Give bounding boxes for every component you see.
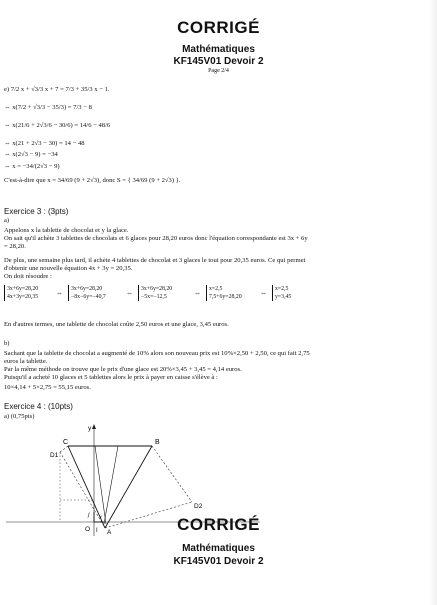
dashed-line (152, 446, 192, 502)
equation: y=3,45 (275, 294, 292, 300)
equation: 7,5+6y=28,20 (209, 294, 242, 300)
exercise-3-heading: Exercice 3 : (3pts) (4, 207, 69, 216)
label-d2: D2 (194, 503, 203, 510)
segment-inner (95, 446, 106, 524)
exercise-3-part-a: a) (4, 217, 10, 224)
label-i: I (96, 528, 98, 534)
equation-line: 7/2 x + √3/3 x + 7 = 7/3 + 35/3 x − 1. (10, 86, 110, 93)
equation-systems (4, 283, 424, 309)
paragraph: euros la tablette. (4, 358, 48, 365)
paragraph: En d'autres termes, une tablette de chocolat coûte 2,50 euros et une glace, 3,45 euros. (4, 321, 229, 328)
paragraph: Appelons x la tablette de chocolat et y la glace. (4, 227, 129, 234)
scan-shadow (429, 0, 437, 605)
paragraph: On sait qu'il achète 3 tablettes de chocolats et 6 glaces pour 28,20 euros donc l'équation correspondante est 3x + 6y (4, 235, 308, 242)
equation-system (4, 285, 38, 301)
part-e-line-5: ⇔ x(2√3 − 9) = −34 (4, 151, 58, 158)
label-a: A (107, 529, 112, 536)
equation-system (68, 285, 106, 301)
exercise-3-part-b: b) (4, 340, 10, 347)
footer-subject: Mathématiques (182, 543, 255, 554)
equation: x=2,5 (275, 286, 289, 292)
part-e-line-4: ⇔ x(21 + 2√3 − 30) = 14 − 48 (4, 140, 85, 147)
y-axis-arrow (92, 424, 96, 429)
part-e-line-1 (4, 86, 110, 93)
page-title: CORRIGÉ (177, 18, 260, 37)
part-e-line-7: C'est-à-dire que x = 34/69 (9 + 2√3), donc S = { 34/69 (9 + 2√3) }. (4, 177, 181, 184)
equivalence-arrow: ⇔ (56, 289, 63, 297)
equation-system (206, 285, 242, 301)
paragraph: = 28,20. (4, 243, 26, 250)
paragraph: De plus, une semaine plus tard, il achète 4 tablettes de chocolat et 3 glaces le tout pour 20,35 euros. Ce qui permet (4, 257, 306, 264)
paragraph: d'obtenir une nouvelle équation 4x + 3y = 20,35. (4, 265, 133, 272)
equation: 4x+3y=20,35 (7, 294, 39, 300)
subject-heading: Mathématiques (182, 44, 255, 55)
equivalence-arrow: ⇔ (260, 289, 267, 297)
label-o: O (85, 526, 91, 533)
equation: −8x−6y=−40,7 (71, 294, 106, 300)
paragraph: Sachant que la tablette de chocolat a augmenté de 10% alors son nouveau prix est 10%×2,50 + 2,50, ce qui fait 2,75 (4, 350, 310, 357)
exercise-4-part-a: a) (0,75pts) (4, 413, 35, 420)
equation-system (138, 285, 172, 301)
equation-system (272, 285, 291, 301)
paragraph: Par la même méthode on trouve que le prix d'une glace est 20%×3,45 + 3,45 = 4,14 euros. (4, 366, 242, 373)
page-number: Page 2/4 (208, 68, 229, 74)
assignment-code: KF145V01 Devoir 2 (173, 56, 264, 67)
equivalence-arrow: ⇔ (126, 289, 133, 297)
paragraph: Puisqu'il a acheté 10 glaces et 5 tablettes alors le prix à payer en caisse s'élève à : (4, 374, 218, 381)
label-j: j (88, 512, 90, 518)
label-c: C (63, 439, 69, 446)
part-e-line-2: ⇔ x(7/2 + √3/3 − 35/3) = 7/3 − 8 (4, 104, 92, 111)
footer-code: KF145V01 Devoir 2 (173, 556, 264, 567)
exercise-4-heading: Exercice 4 : (10pts) (4, 402, 73, 411)
label-y: y (88, 425, 92, 432)
equivalence-arrow: ⇔ (194, 289, 201, 297)
equation: −5x=−12,5 (141, 294, 167, 300)
label-vector-i: i (100, 515, 102, 521)
part-e-label: e) (4, 86, 10, 93)
equation: x=2,5 (209, 286, 223, 292)
paragraph: On doit résoudre : (4, 273, 52, 280)
paragraph: 10×4,14 + 5×2,75 = 55,15 euros. (4, 384, 91, 391)
footer-title: CORRIGÉ (177, 515, 260, 534)
label-b: B (155, 439, 160, 446)
segment-inner (104, 446, 118, 524)
part-e-line-6: ⇔ x = −34/(2√3 − 9) (4, 163, 60, 170)
equation: 3x+6y=28,20 (71, 286, 103, 292)
equation: 3x+6y=28,20 (7, 286, 39, 292)
equation: 3x+6y=28,20 (141, 286, 173, 292)
dashed-line (60, 446, 68, 452)
part-e-line-3: ⇔ x(21/6 + 2√3/6 − 30/6) = 14/6 − 48/6 (4, 122, 111, 129)
label-d1: D1 (50, 452, 59, 459)
